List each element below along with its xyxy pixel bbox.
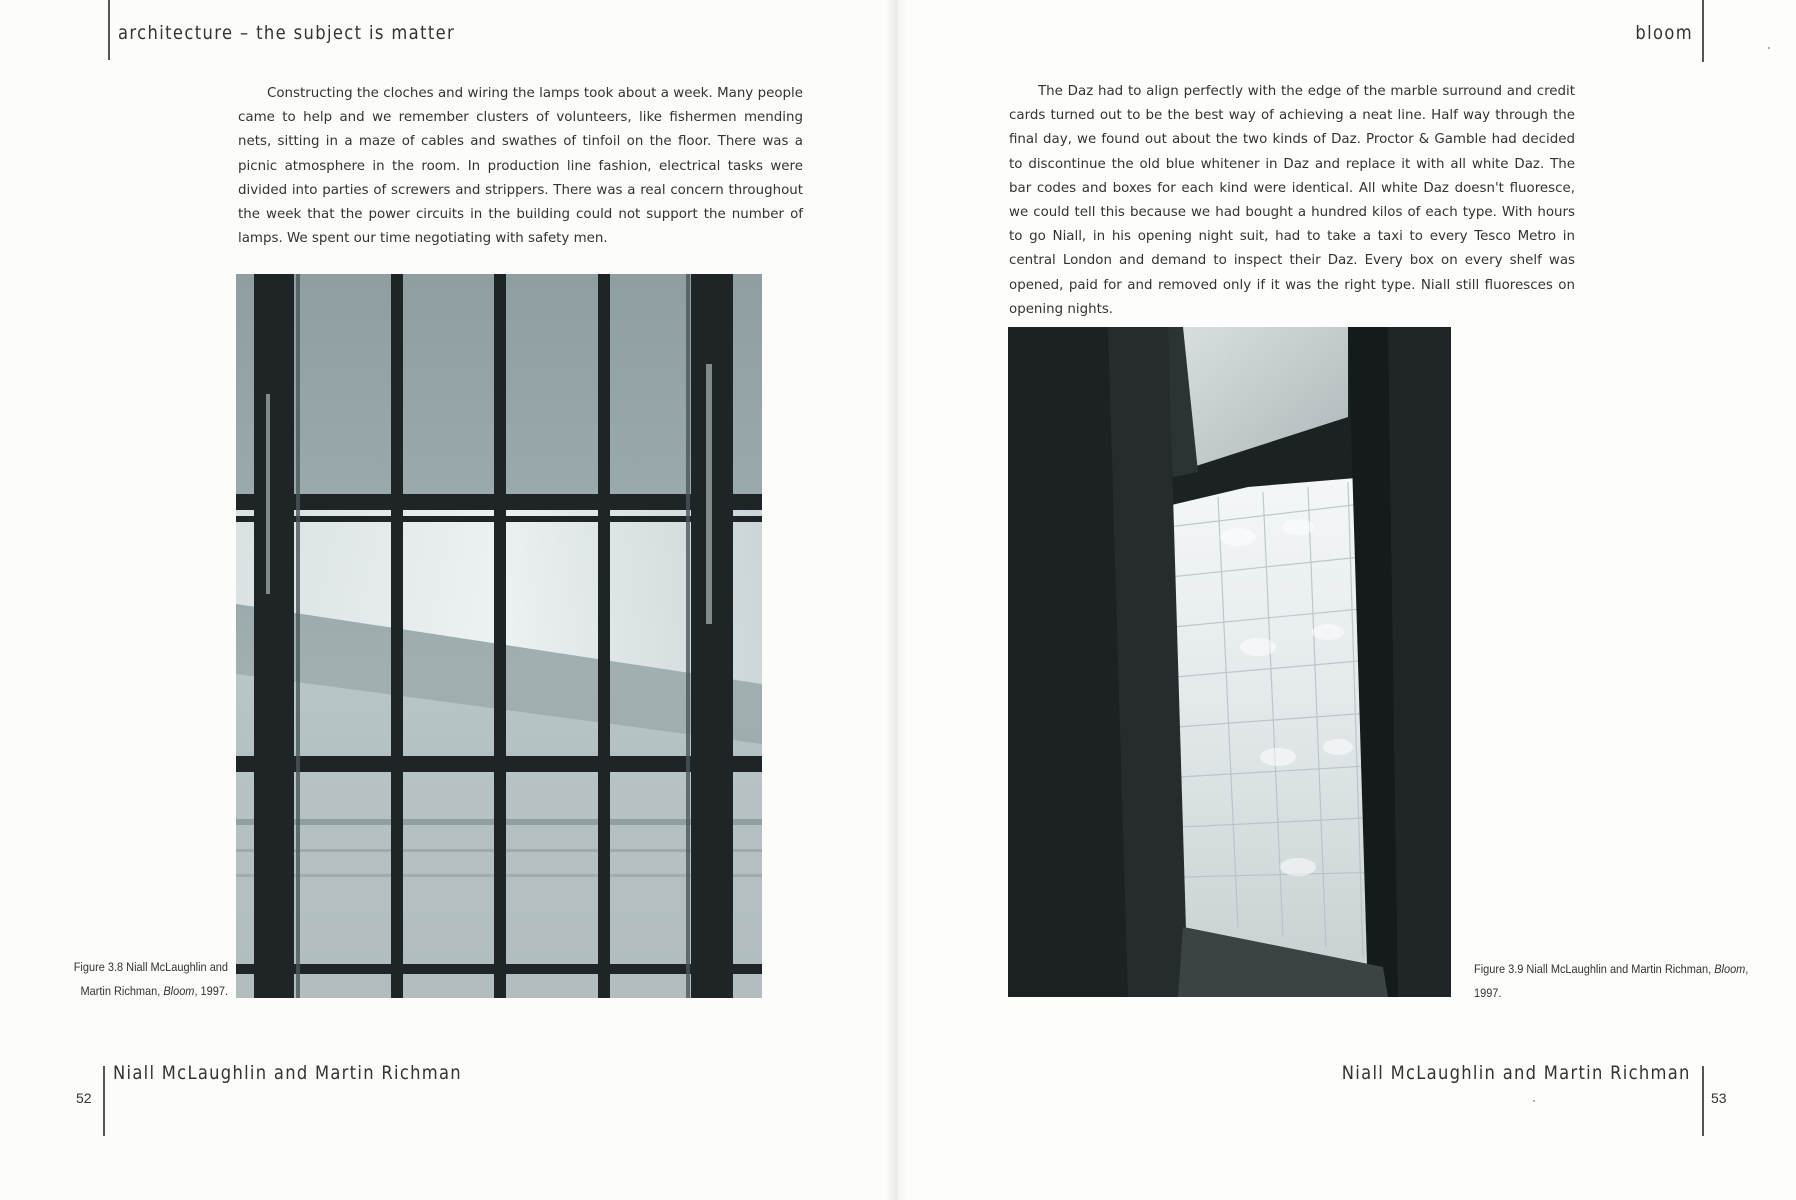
- caption-text: Figure 3.9 Niall McLaughlin and Martin Richman,: [1474, 962, 1715, 976]
- footer-rule-right: [1702, 1066, 1704, 1136]
- caption-comma: ,: [1745, 962, 1749, 976]
- page-number-left: 52: [76, 1090, 92, 1106]
- figure-3-9-photo: [1008, 327, 1451, 997]
- caption-line-1: [1474, 957, 1749, 981]
- running-head-right: bloom: [1635, 22, 1693, 44]
- left-page: [0, 0, 895, 1200]
- caption-title-italic: Bloom: [1714, 962, 1746, 976]
- running-head-left: architecture – the subject is matter: [118, 22, 456, 44]
- right-body-paragraph: The Daz had to align perfectly with the edge of the marble surround and credit cards turned out to be the best way of achieving a neat line. Half way through the final day, we found out about the two kinds of Daz. Proctor & Gamble had decided to discontinue the old blue whitener in Daz and replace it with all white Daz. The bar codes and boxes for each kind were identical. All white Daz doesn't fluoresce, we could tell this because we had bought a hundred kilos of each type. With hours to go Niall, in his opening night suit, had to take a taxi to every Tesco Metro in central London and demand to inspect their Daz. Every box on every shelf was opened, paid for and removed only if it was the right type. Niall still fluoresces on opening nights.: [1009, 84, 1575, 317]
- left-body-paragraph: Constructing the cloches and wiring the lamps took about a week. Many people came to help and we remember clusters of volunteers, like fishermen mending nets, sitting in a maze of cables and swathes of tinfoil on the floor. There was a picnic atmosphere in the room. In production line fashion, electrical tasks were divided into parties of screwers and strippers. There was a real concern throughout the week that the power circuits in the building could not support the number of lamps. We spent our time negotiating with safety men.: [238, 86, 803, 247]
- caption-title-italic: Bloom: [163, 984, 195, 998]
- figure-3-8-caption: [57, 955, 228, 1003]
- caption-line-2: 1997.: [1474, 986, 1502, 1000]
- header-rule-left: [108, 0, 110, 60]
- book-gutter: [885, 0, 907, 1200]
- caption-text: Martin Richman,: [80, 984, 164, 998]
- figure-3-8-photo: [236, 274, 762, 998]
- footer-author-right: Niall McLaughlin and Martin Richman: [1342, 1062, 1691, 1084]
- caption-line-1: Figure 3.8 Niall McLaughlin and: [73, 960, 228, 974]
- paper-speck: [1533, 1100, 1535, 1102]
- detergent-installation-image: [1008, 327, 1451, 997]
- footer-rule-left: [103, 1066, 105, 1136]
- header-rule-right: [1702, 0, 1704, 62]
- caption-line-2: [57, 979, 228, 1003]
- caption-year: , 1997.: [194, 984, 228, 998]
- paper-speck: [1768, 47, 1770, 49]
- page-number-right: 53: [1711, 1090, 1727, 1106]
- figure-3-9-caption: [1474, 957, 1749, 1005]
- footer-author-left: Niall McLaughlin and Martin Richman: [113, 1062, 462, 1084]
- window-grid-image: [236, 274, 762, 998]
